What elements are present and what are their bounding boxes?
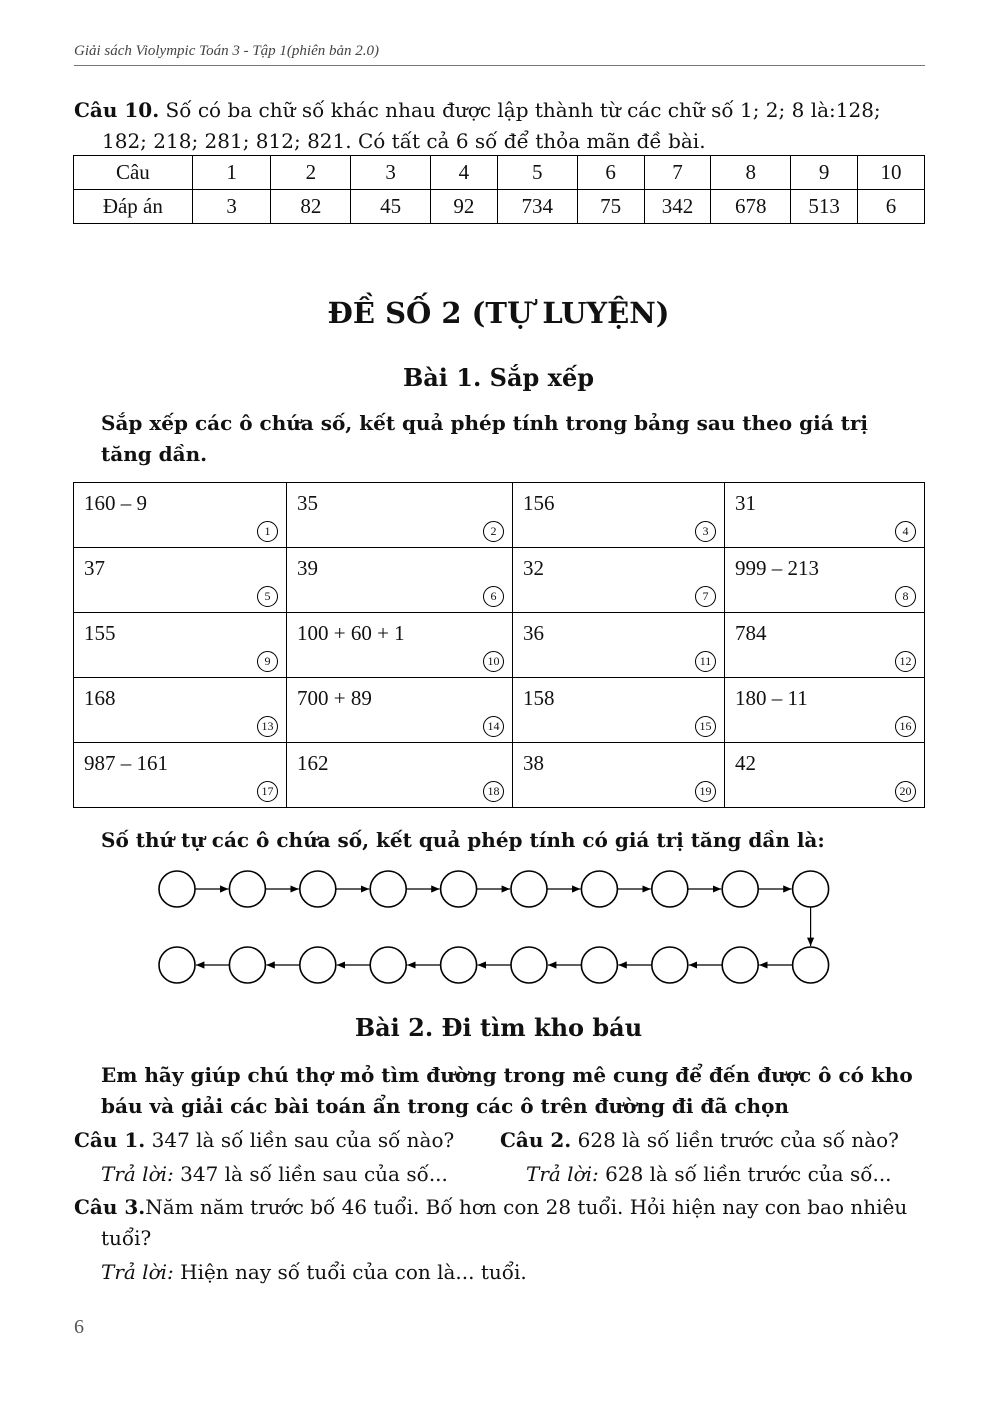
cau3-text: Năm năm trước bố 46 tuổi. Bố hơn con 28 tuổi. Hỏi hiện nay con bao nhiêu tuổi? (101, 1195, 908, 1250)
grid-row (74, 678, 925, 743)
cell-number-badge: 11 (695, 651, 716, 672)
cau2-block (500, 1125, 899, 1156)
cell-number-badge: 1 (257, 521, 278, 542)
cau2-text: 628 là số liền trước của số nào? (571, 1128, 899, 1152)
answer-table-answer: 75 (577, 190, 644, 224)
grid-cell (287, 743, 513, 808)
answer-table (73, 155, 925, 224)
cell-number-badge: 17 (257, 781, 278, 802)
grid-row (74, 613, 925, 678)
cell-expression: 155 (84, 621, 116, 645)
grid-cell (725, 678, 925, 743)
section-title: ĐỀ SỐ 2 (TỰ LUYỆN) (327, 296, 670, 330)
cell-expression: 37 (84, 556, 105, 580)
cell-number-badge: 6 (483, 586, 504, 607)
order-slot-circle[interactable] (370, 871, 406, 907)
cell-expression: 42 (735, 751, 756, 775)
page-number: 6 (74, 1316, 84, 1338)
bai2-title: Bài 2. Đi tìm kho báu (354, 1013, 643, 1042)
answer-table-question: 3 (351, 156, 431, 190)
cell-expression: 36 (523, 621, 544, 645)
order-slot-circle[interactable] (159, 871, 195, 907)
answer-table-questions-row (74, 156, 925, 190)
cau1-label: Câu 1. (74, 1128, 146, 1152)
answer-table-question: 9 (791, 156, 858, 190)
questions-1-2-row (74, 1125, 926, 1156)
cau2-answer-block (526, 1159, 892, 1190)
cau2-answer-label: Trả lời: (526, 1162, 599, 1186)
cell-number-badge: 9 (257, 651, 278, 672)
answers-1-2-row (101, 1159, 953, 1190)
grid-cell (287, 483, 513, 548)
answer-table-question: 10 (858, 156, 925, 190)
order-slot-circle[interactable] (300, 871, 336, 907)
answer-table-question: 4 (431, 156, 498, 190)
grid-cell (74, 743, 287, 808)
cell-expression: 180 – 11 (735, 686, 808, 710)
question-10-line1: Số có ba chữ số khác nhau được lập thành từ các chữ số 1; 2; 8 là:128; (159, 98, 881, 122)
cell-expression: 100 + 60 + 1 (297, 621, 405, 645)
grid-cell (513, 548, 725, 613)
cell-expression: 156 (523, 491, 555, 515)
order-slot-circle[interactable] (652, 947, 688, 983)
cell-expression: 38 (523, 751, 544, 775)
order-slot-circle[interactable] (229, 947, 265, 983)
grid-cell (725, 613, 925, 678)
order-slot-circle[interactable] (441, 947, 477, 983)
cell-number-badge: 10 (483, 651, 504, 672)
cau3-answer-row (101, 1257, 953, 1288)
cau3 (74, 1192, 926, 1254)
grid-row (74, 483, 925, 548)
answer-table-question: 5 (497, 156, 577, 190)
cell-expression: 162 (297, 751, 329, 775)
grid-cell (74, 548, 287, 613)
order-slot-circle[interactable] (370, 947, 406, 983)
grid-cell (74, 678, 287, 743)
grid-cell (513, 678, 725, 743)
cau1-answer: 347 là số liền sau của số... (173, 1162, 448, 1186)
cell-number-badge: 2 (483, 521, 504, 542)
grid-cell (725, 743, 925, 808)
cell-number-badge: 8 (895, 586, 916, 607)
grid-row (74, 548, 925, 613)
cau2-label: Câu 2. (500, 1128, 572, 1152)
question-10 (74, 95, 926, 157)
answer-table-answer: 92 (431, 190, 498, 224)
cell-number-badge: 7 (695, 586, 716, 607)
cell-number-badge: 14 (483, 716, 504, 737)
cell-number-badge: 4 (895, 521, 916, 542)
order-slot-circle[interactable] (300, 947, 336, 983)
cell-expression: 168 (84, 686, 116, 710)
order-slot-circle[interactable] (722, 871, 758, 907)
answer-table-question: 2 (271, 156, 351, 190)
bai1-title: Bài 1. Sắp xếp (402, 363, 595, 392)
cell-expression: 700 + 89 (297, 686, 372, 710)
cell-expression: 39 (297, 556, 318, 580)
answer-table-question: 8 (711, 156, 791, 190)
order-slot-circle[interactable] (159, 947, 195, 983)
answer-table-answer: 82 (271, 190, 351, 224)
answer-table-answer: 513 (791, 190, 858, 224)
answer-table-answer: 6 (858, 190, 925, 224)
cell-number-badge: 13 (257, 716, 278, 737)
order-slot-circle[interactable] (652, 871, 688, 907)
cell-number-badge: 20 (895, 781, 916, 802)
cau2-answer: 628 là số liền trước của số... (598, 1162, 892, 1186)
order-prompt: Số thứ tự các ô chứa số, kết quả phép tính có giá trị tăng dần là: (101, 828, 825, 852)
question-10-line2: 182; 218; 281; 812; 821. Có tất cả 6 số để thỏa mãn đề bài. (102, 129, 706, 153)
cell-expression: 31 (735, 491, 756, 515)
cell-number-badge: 16 (895, 716, 916, 737)
grid-cell (287, 678, 513, 743)
page-header: Giải sách Violympic Toán 3 - Tập 1(phiên bản 2.0) (74, 43, 925, 66)
ordering-chain (150, 862, 840, 992)
cau1-text: 347 là số liền sau của số nào? (145, 1128, 455, 1152)
answer-table-answer: 45 (351, 190, 431, 224)
cell-expression: 999 – 213 (735, 556, 819, 580)
answer-table-question: 6 (577, 156, 644, 190)
order-slot-circle[interactable] (793, 947, 829, 983)
grid-cell (513, 613, 725, 678)
answer-table-question: 7 (644, 156, 711, 190)
answer-table-answer: 342 (644, 190, 711, 224)
grid-cell (725, 483, 925, 548)
order-slot-circle[interactable] (581, 947, 617, 983)
answer-table-answers-row (74, 190, 925, 224)
cell-number-badge: 5 (257, 586, 278, 607)
grid-cell (74, 483, 287, 548)
cau3-answer-label: Trả lời: (101, 1260, 174, 1284)
order-slot-circle[interactable] (581, 871, 617, 907)
cell-number-badge: 18 (483, 781, 504, 802)
grid-cell (74, 613, 287, 678)
grid-cell (287, 613, 513, 678)
answer-table-answer-label: Đáp án (74, 190, 193, 224)
sorting-grid (73, 482, 925, 808)
cell-expression: 32 (523, 556, 544, 580)
cell-number-badge: 19 (695, 781, 716, 802)
order-slot-circle[interactable] (441, 871, 477, 907)
cell-number-badge: 12 (895, 651, 916, 672)
answer-table-answer: 3 (192, 190, 271, 224)
cau3-label: Câu 3. (74, 1195, 146, 1219)
cau1-answer-label: Trả lời: (101, 1162, 174, 1186)
cell-expression: 158 (523, 686, 555, 710)
grid-row (74, 743, 925, 808)
grid-cell (287, 548, 513, 613)
order-slot-circle[interactable] (511, 871, 547, 907)
order-slot-circle[interactable] (793, 871, 829, 907)
cell-expression: 987 – 161 (84, 751, 168, 775)
cell-expression: 784 (735, 621, 767, 645)
cell-number-badge: 3 (695, 521, 716, 542)
order-slot-circle[interactable] (511, 947, 547, 983)
cell-number-badge: 15 (695, 716, 716, 737)
question-10-label: Câu 10. (74, 98, 160, 122)
answer-table-question: 1 (192, 156, 271, 190)
bai2-instruction: Em hãy giúp chú thợ mỏ tìm đường trong mê cung để đến được ô có kho báu và giải các bài toán ẩn trong các ô trên đường đi đã chọn (101, 1063, 913, 1118)
grid-cell (725, 548, 925, 613)
grid-cell (513, 743, 725, 808)
order-slot-circle[interactable] (229, 871, 265, 907)
grid-cell (513, 483, 725, 548)
answer-table-answer: 678 (711, 190, 791, 224)
cau3-answer: Hiện nay số tuổi của con là... tuổi. (173, 1260, 527, 1284)
answer-table-question-label: Câu (74, 156, 193, 190)
answer-table-answer: 734 (497, 190, 577, 224)
cell-expression: 160 – 9 (84, 491, 147, 515)
order-slot-circle[interactable] (722, 947, 758, 983)
cell-expression: 35 (297, 491, 318, 515)
bai1-instruction: Sắp xếp các ô chứa số, kết quả phép tính trong bảng sau theo giá trị tăng dần. (101, 411, 868, 466)
